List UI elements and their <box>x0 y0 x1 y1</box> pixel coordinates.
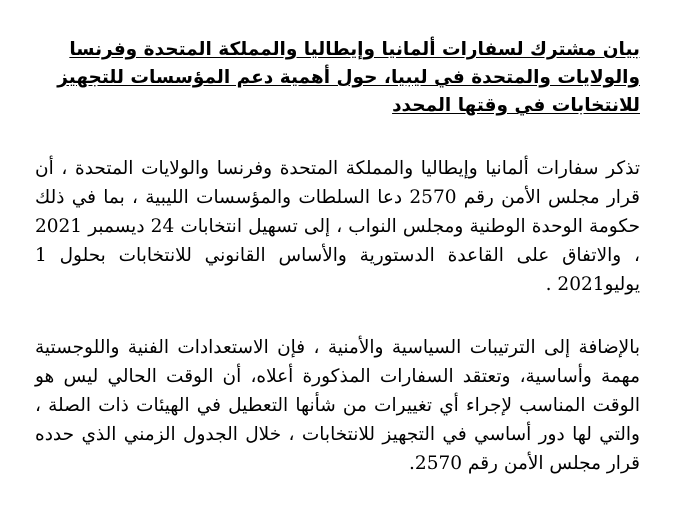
paragraph-1: تذكر سفارات ألمانيا وإيطاليا والمملكة المتحدة وفرنسا والولايات المتحدة ، أن قرار مجلس الأمن رقم 2570 دعا السلطات والمؤسسات الليبية ، بما في ذلك حكومة الوحدة الوطنية ومجلس النواب ، إلى تسهيل انتخابات 24 ديسمبر 2021 ، والاتفاق على القاعدة الدستورية والأساس القانوني للانتخابات بحلول 1 يوليو2021 . <box>35 158 640 295</box>
statement-title: بيان مشترك لسفارات ألمانيا وإيطاليا والمملكة المتحدة وفرنسا والولايات والمتحدة في ليبيا، حول أهمية دعم المؤسسات للتجهيز للانتخابات في وقتها المحدد <box>57 39 640 116</box>
paragraph-2: بالإضافة إلى الترتيبات السياسية والأمنية ، فإن الاستعدادات الفنية واللوجستية مهمة وأساسية، وتعتقد السفارات المذكورة أعلاه، أن الوقت الحالي ليس هو الوقت المناسب لإجراء أي تغييرات من شأنها التعطيل في الهيئات ذات الصلة ، والتي لها دور أساسي في التجهيز للانتخابات ، خلال الجدول الزمني الذي حدده قرار مجلس الأمن رقم 2570. <box>35 337 640 474</box>
